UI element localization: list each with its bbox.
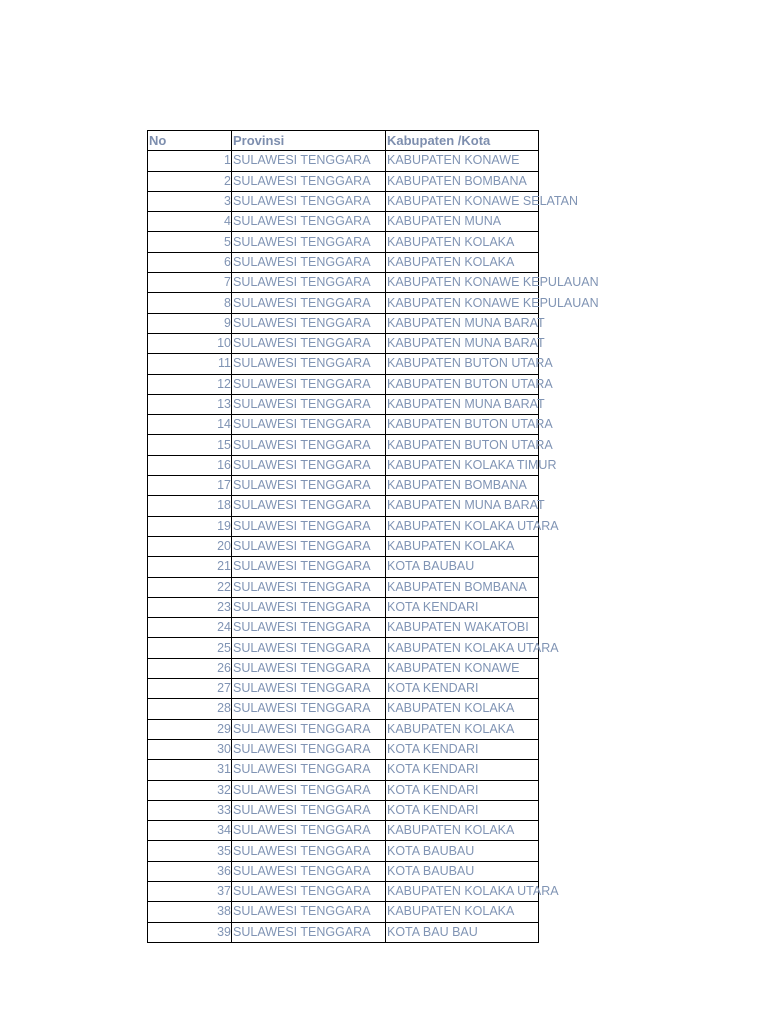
table-row (148, 191, 539, 211)
table-row (148, 313, 539, 333)
row-number-cell[interactable]: 7 (148, 273, 232, 293)
kabupaten-kota-cell[interactable]: KABUPATEN KOLAKA (386, 252, 539, 272)
row-number-cell[interactable]: 37 (148, 881, 232, 901)
kabupaten-kota-cell[interactable]: KOTA KENDARI (386, 597, 539, 617)
table-row (148, 841, 539, 861)
table-row (148, 577, 539, 597)
row-number-cell[interactable]: 23 (148, 597, 232, 617)
row-number-cell[interactable]: 36 (148, 861, 232, 881)
kabupaten-kota-cell[interactable]: KOTA BAUBAU (386, 841, 539, 861)
row-number-cell[interactable]: 26 (148, 658, 232, 678)
kabupaten-kota-cell[interactable]: KABUPATEN KOLAKA (386, 232, 539, 252)
provinsi-cell[interactable]: SULAWESI TENGGARA (232, 922, 386, 942)
kabupaten-kota-cell[interactable]: KABUPATEN BUTON UTARA (386, 415, 539, 435)
kabupaten-kota-cell[interactable]: KABUPATEN KONAWE SELATAN (386, 191, 539, 211)
row-number-cell[interactable]: 9 (148, 313, 232, 333)
table-row (148, 800, 539, 820)
row-number-cell[interactable]: 25 (148, 638, 232, 658)
row-number-cell[interactable]: 14 (148, 415, 232, 435)
provinsi-cell[interactable]: SULAWESI TENGGARA (232, 739, 386, 759)
provinsi-cell[interactable]: SULAWESI TENGGARA (232, 658, 386, 678)
provinsi-cell[interactable]: SULAWESI TENGGARA (232, 597, 386, 617)
row-number-cell[interactable]: 21 (148, 557, 232, 577)
provinsi-cell[interactable]: SULAWESI TENGGARA (232, 374, 386, 394)
row-number-cell[interactable]: 33 (148, 800, 232, 820)
header-cell-kabupaten-kota[interactable]: Kabupaten /Kota (386, 131, 539, 151)
row-number-cell[interactable]: 5 (148, 232, 232, 252)
provinsi-cell[interactable]: SULAWESI TENGGARA (232, 191, 386, 211)
table-row (148, 252, 539, 272)
row-number-cell[interactable]: 3 (148, 191, 232, 211)
provinsi-cell[interactable]: SULAWESI TENGGARA (232, 293, 386, 313)
kabupaten-table (147, 130, 599, 943)
row-number-cell[interactable]: 10 (148, 333, 232, 353)
provinsi-cell[interactable]: SULAWESI TENGGARA (232, 577, 386, 597)
header-cell-no[interactable]: No (148, 131, 232, 151)
row-number-cell[interactable]: 6 (148, 252, 232, 272)
row-number-cell[interactable]: 17 (148, 476, 232, 496)
row-number-cell[interactable]: 31 (148, 760, 232, 780)
table-row (148, 232, 539, 252)
row-number-cell[interactable]: 18 (148, 496, 232, 516)
table-row (148, 821, 539, 841)
table-row (148, 922, 539, 942)
kabupaten-kota-cell[interactable]: KOTA KENDARI (386, 739, 539, 759)
provinsi-cell[interactable]: SULAWESI TENGGARA (232, 881, 386, 901)
row-number-cell[interactable]: 38 (148, 902, 232, 922)
kabupaten-kota-cell[interactable]: KABUPATEN BUTON UTARA (386, 374, 539, 394)
kabupaten-kota-cell[interactable]: KABUPATEN KOLAKA UTARA (386, 881, 539, 901)
header-row (148, 131, 539, 151)
provinsi-cell[interactable]: SULAWESI TENGGARA (232, 841, 386, 861)
provinsi-cell[interactable]: SULAWESI TENGGARA (232, 496, 386, 516)
kabupaten-kota-cell[interactable]: KABUPATEN KONAWE KEPULAUAN (386, 273, 539, 293)
row-number-cell[interactable]: 35 (148, 841, 232, 861)
provinsi-cell[interactable]: SULAWESI TENGGARA (232, 476, 386, 496)
row-number-cell[interactable]: 22 (148, 577, 232, 597)
kabupaten-kota-cell[interactable]: KABUPATEN MUNA BARAT (386, 496, 539, 516)
row-number-cell[interactable]: 11 (148, 354, 232, 374)
kabupaten-kota-cell[interactable]: KABUPATEN BOMBANA (386, 171, 539, 191)
row-number-cell[interactable]: 13 (148, 394, 232, 414)
table-row (148, 861, 539, 881)
table-row (148, 455, 539, 475)
row-number-cell[interactable]: 19 (148, 516, 232, 536)
row-number-cell[interactable]: 29 (148, 719, 232, 739)
table-row (148, 638, 539, 658)
row-number-cell[interactable]: 39 (148, 922, 232, 942)
table-row (148, 618, 539, 638)
table-row (148, 293, 539, 313)
provinsi-cell[interactable]: SULAWESI TENGGARA (232, 435, 386, 455)
kabupaten-kota-cell[interactable]: KABUPATEN WAKATOBI (386, 618, 539, 638)
kabupaten-kota-cell[interactable]: KABUPATEN BUTON UTARA (386, 354, 539, 374)
provinsi-cell[interactable]: SULAWESI TENGGARA (232, 333, 386, 353)
table-row (148, 557, 539, 577)
provinsi-cell[interactable]: SULAWESI TENGGARA (232, 252, 386, 272)
row-number-cell[interactable]: 20 (148, 536, 232, 556)
header-cell-provinsi[interactable]: Provinsi (232, 131, 386, 151)
table-row (148, 760, 539, 780)
kabupaten-kota-cell[interactable]: KOTA BAU BAU (386, 922, 539, 942)
provinsi-cell[interactable]: SULAWESI TENGGARA (232, 618, 386, 638)
kabupaten-kota-cell[interactable]: KOTA BAUBAU (386, 861, 539, 881)
table-row (148, 780, 539, 800)
kabupaten-kota-cell[interactable]: KABUPATEN KOLAKA (386, 902, 539, 922)
table-row (148, 354, 539, 374)
kabupaten-kota-cell[interactable]: KABUPATEN KOLAKA (386, 719, 539, 739)
kabupaten-kota-cell[interactable]: KABUPATEN KOLAKA (386, 821, 539, 841)
kabupaten-kota-cell[interactable]: KOTA KENDARI (386, 679, 539, 699)
kabupaten-kota-cell[interactable]: KOTA BAUBAU (386, 557, 539, 577)
provinsi-cell[interactable]: SULAWESI TENGGARA (232, 699, 386, 719)
provinsi-cell[interactable]: SULAWESI TENGGARA (232, 800, 386, 820)
row-number-cell[interactable]: 2 (148, 171, 232, 191)
kabupaten-kota-cell[interactable]: KABUPATEN MUNA BARAT (386, 333, 539, 353)
row-number-cell[interactable]: 28 (148, 699, 232, 719)
table-row (148, 739, 539, 759)
row-number-cell[interactable]: 4 (148, 212, 232, 232)
row-number-cell[interactable]: 24 (148, 618, 232, 638)
provinsi-cell[interactable]: SULAWESI TENGGARA (232, 821, 386, 841)
provinsi-cell[interactable]: SULAWESI TENGGARA (232, 536, 386, 556)
table-row (148, 333, 539, 353)
provinsi-cell[interactable]: SULAWESI TENGGARA (232, 455, 386, 475)
kabupaten-kota-cell[interactable]: KABUPATEN MUNA (386, 212, 539, 232)
kabupaten-kota-cell[interactable]: KOTA KENDARI (386, 800, 539, 820)
provinsi-cell[interactable]: SULAWESI TENGGARA (232, 394, 386, 414)
table-row (148, 151, 539, 171)
provinsi-cell[interactable]: SULAWESI TENGGARA (232, 354, 386, 374)
row-number-cell[interactable]: 12 (148, 374, 232, 394)
row-number-cell[interactable]: 27 (148, 679, 232, 699)
provinsi-cell[interactable]: SULAWESI TENGGARA (232, 516, 386, 536)
provinsi-cell[interactable]: SULAWESI TENGGARA (232, 780, 386, 800)
kabupaten-kota-cell[interactable]: KABUPATEN BOMBANA (386, 476, 539, 496)
table-row (148, 394, 539, 414)
provinsi-cell[interactable]: SULAWESI TENGGARA (232, 151, 386, 171)
row-number-cell[interactable]: 15 (148, 435, 232, 455)
row-number-cell[interactable]: 1 (148, 151, 232, 171)
table-row (148, 658, 539, 678)
kabupaten-kota-cell[interactable]: KABUPATEN KONAWE (386, 658, 539, 678)
table-row (148, 496, 539, 516)
provinsi-cell[interactable]: SULAWESI TENGGARA (232, 902, 386, 922)
table-body (148, 151, 599, 943)
kabupaten-kota-cell[interactable]: KABUPATEN KOLAKA UTARA (386, 516, 539, 536)
table-row (148, 273, 539, 293)
kabupaten-kota-cell[interactable]: KABUPATEN KOLAKA TIMUR (386, 455, 539, 475)
provinsi-cell[interactable]: SULAWESI TENGGARA (232, 861, 386, 881)
row-number-cell[interactable]: 8 (148, 293, 232, 313)
row-number-cell[interactable]: 32 (148, 780, 232, 800)
row-number-cell[interactable]: 30 (148, 739, 232, 759)
provinsi-cell[interactable]: SULAWESI TENGGARA (232, 760, 386, 780)
kabupaten-kota-cell[interactable]: KABUPATEN KOLAKA (386, 536, 539, 556)
table-row (148, 881, 539, 901)
provinsi-cell[interactable]: SULAWESI TENGGARA (232, 232, 386, 252)
kabupaten-kota-cell[interactable]: KABUPATEN KOLAKA UTARA (386, 638, 539, 658)
kabupaten-kota-cell[interactable]: KOTA KENDARI (386, 760, 539, 780)
provinsi-cell[interactable]: SULAWESI TENGGARA (232, 719, 386, 739)
kabupaten-kota-cell[interactable]: KABUPATEN KONAWE (386, 151, 539, 171)
kabupaten-kota-cell[interactable]: KABUPATEN MUNA BARAT (386, 313, 539, 333)
table-row (148, 679, 539, 699)
row-number-cell[interactable]: 34 (148, 821, 232, 841)
row-number-cell[interactable]: 16 (148, 455, 232, 475)
kabupaten-kota-cell[interactable]: KOTA KENDARI (386, 780, 539, 800)
table-row (148, 597, 539, 617)
provinsi-cell[interactable]: SULAWESI TENGGARA (232, 557, 386, 577)
table-row (148, 699, 539, 719)
provinsi-cell[interactable]: SULAWESI TENGGARA (232, 415, 386, 435)
table-row (148, 415, 539, 435)
kabupaten-kota-cell[interactable]: KABUPATEN BOMBANA (386, 577, 539, 597)
spreadsheet-table-container (147, 130, 599, 943)
provinsi-cell[interactable]: SULAWESI TENGGARA (232, 273, 386, 293)
kabupaten-kota-cell[interactable]: KABUPATEN KOLAKA (386, 699, 539, 719)
table-row (148, 171, 539, 191)
table-row (148, 719, 539, 739)
provinsi-cell[interactable]: SULAWESI TENGGARA (232, 679, 386, 699)
table-row (148, 536, 539, 556)
provinsi-cell[interactable]: SULAWESI TENGGARA (232, 212, 386, 232)
table-row (148, 476, 539, 496)
table-row (148, 374, 539, 394)
kabupaten-kota-cell[interactable]: KABUPATEN BUTON UTARA (386, 435, 539, 455)
provinsi-cell[interactable]: SULAWESI TENGGARA (232, 313, 386, 333)
table-row (148, 212, 539, 232)
kabupaten-kota-cell[interactable]: KABUPATEN KONAWE KEPULAUAN (386, 293, 539, 313)
kabupaten-kota-cell[interactable]: KABUPATEN MUNA BARAT (386, 394, 539, 414)
table-row (148, 435, 539, 455)
table-row (148, 902, 539, 922)
provinsi-cell[interactable]: SULAWESI TENGGARA (232, 638, 386, 658)
table-row (148, 516, 539, 536)
provinsi-cell[interactable]: SULAWESI TENGGARA (232, 171, 386, 191)
